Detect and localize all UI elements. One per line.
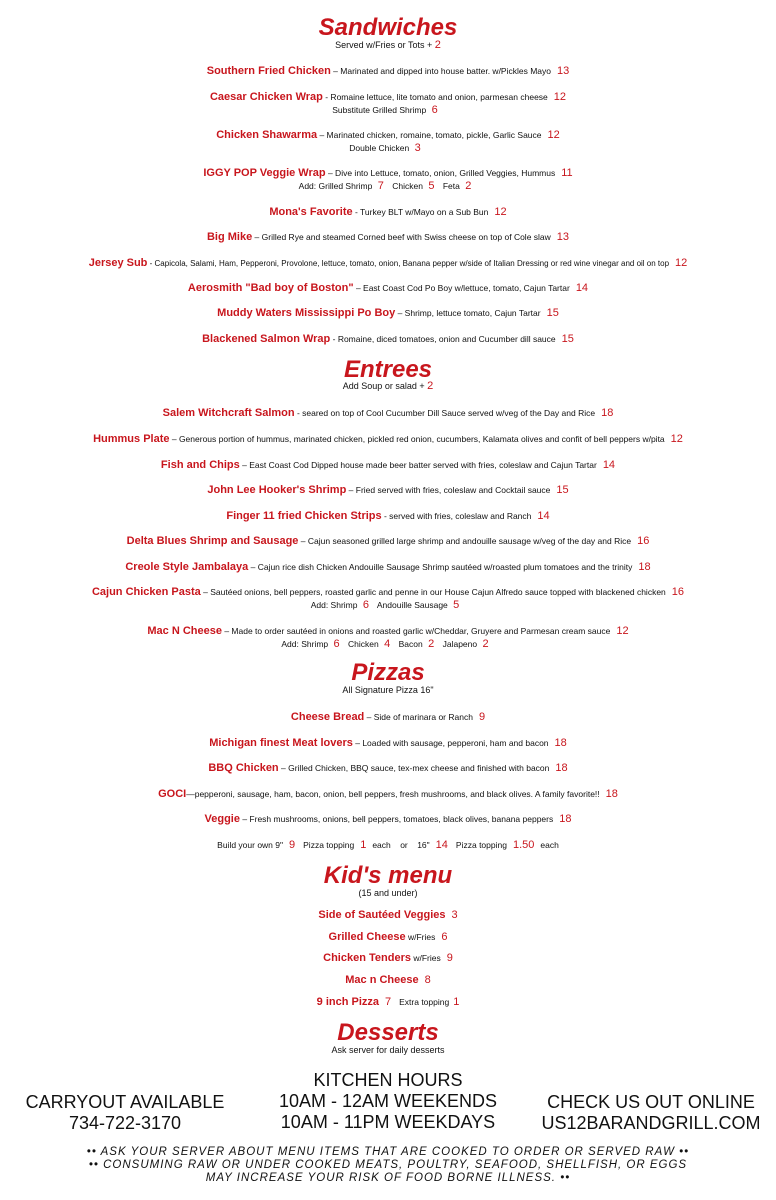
item-desc: w/Fries	[410, 953, 441, 963]
warning-line-2: •• CONSUMING RAW OR UNDER COOKED MEATS, POULTRY, SEAFOOD, SHELLFISH, OR EGGS	[88, 1159, 688, 1171]
extra-price: 2	[465, 180, 472, 192]
menu-item	[0, 760, 776, 775]
item-price: 9	[478, 711, 486, 723]
extra-price: 7	[377, 180, 384, 192]
item-price: 15	[546, 307, 559, 319]
item-desc: w/Fries	[405, 932, 436, 942]
extra-price: 5	[428, 180, 435, 192]
extra-price: 6	[362, 599, 369, 611]
item-desc: – East Coast Cod Dipped house made beer batter served with fries, coleslaw and Cajun Tartar	[239, 460, 597, 470]
warning-line-3: MAY INCREASE YOUR RISK OF FOOD BORNE ILLNESS. ••	[205, 1172, 571, 1184]
item-name: Muddy Waters Mississippi Po Boy	[217, 307, 396, 319]
item-price: 12	[616, 625, 629, 637]
item-name: Michigan finest Meat lovers	[209, 737, 353, 749]
menu-item	[0, 280, 776, 295]
item-desc: - Capicola, Salami, Ham, Pepperoni, Provolone, lettuce, tomato, onion, Banana pepper w/side of Italian Dressing or red wine vinegar and oil on top	[147, 259, 670, 268]
extra-label: Extra topping	[399, 997, 450, 1007]
item-price: 16	[671, 586, 685, 598]
item-price: 15	[561, 333, 574, 345]
item-price: 18	[601, 407, 614, 419]
item-price: 13	[557, 65, 570, 77]
item-desc: – Fried served with fries, coleslaw and Cocktail sauce	[346, 485, 551, 495]
item-name: Caesar Chicken Wrap	[209, 91, 323, 103]
item-name: BBQ Chicken	[208, 762, 279, 774]
item-extra	[0, 638, 776, 650]
build-price: 9	[289, 839, 296, 851]
menu-item	[0, 482, 776, 497]
menu-item	[0, 972, 776, 987]
item-name: Aerosmith "Bad boy of Boston"	[187, 282, 354, 294]
item-desc: – Side of marinara or Ranch	[364, 712, 473, 722]
item-price: 7	[385, 996, 392, 1008]
section-title-pizzas: Pizzas	[351, 659, 425, 686]
item-price: 14	[537, 510, 550, 522]
website-link[interactable]: US12BARANDGRILL.COM	[541, 1113, 761, 1133]
extra-price: 1	[453, 996, 460, 1008]
item-name: Cajun Chicken Pasta	[91, 586, 201, 598]
menu-item	[0, 559, 776, 574]
subtitle-price: 2	[427, 380, 434, 392]
item-name: Cheese Bread	[290, 711, 365, 723]
item-price: 18	[605, 788, 618, 800]
item-desc: – Cajun rice dish Chicken Andouille Sausage Shrimp sautéed w/roasted plum tomatoes and the trinity	[248, 562, 633, 572]
item-extra	[0, 599, 776, 611]
item-price: 13	[556, 231, 570, 243]
item-name: Mona's Favorite	[269, 206, 353, 218]
item-price: 11	[561, 167, 573, 179]
item-name: Hummus Plate	[93, 433, 170, 445]
extra-label: Chicken	[392, 181, 423, 191]
item-price: 14	[602, 459, 616, 471]
item-name: Fish and Chips	[160, 459, 240, 471]
item-desc: – Dive into Lettuce, tomato, onion, Grilled Veggies, Hummus	[325, 168, 556, 178]
item-name: Salem Witchcraft Salmon	[162, 407, 295, 419]
item-price: 9	[446, 952, 453, 964]
item-price: 18	[554, 737, 567, 749]
footer-hours	[250, 1070, 526, 1133]
hours-weekdays: 10AM - 11PM WEEKDAYS	[280, 1112, 496, 1132]
item-desc: - Turkey BLT w/Mayo on a Sub Bun	[352, 207, 489, 217]
menu-item	[0, 89, 776, 116]
build-text: Pizza topping	[455, 840, 507, 850]
item-name: Veggie	[204, 813, 240, 825]
item-price: 12	[670, 433, 683, 445]
item-price: 6	[441, 931, 448, 943]
build-price: 14	[435, 839, 448, 851]
menu-item	[0, 508, 776, 523]
item-desc: – Cajun seasoned grilled large shrimp and andouille sausage w/veg of the day and Rice	[298, 536, 632, 546]
extra-label: Substitute Grilled Shrimp	[332, 105, 427, 115]
item-price: 3	[451, 909, 458, 921]
item-price: 12	[547, 129, 560, 141]
menu-item	[0, 623, 776, 650]
menu-item	[0, 584, 776, 611]
item-price: 16	[637, 535, 650, 547]
item-name: GOCI	[158, 788, 187, 800]
item-desc: – Grilled Chicken, BBQ sauce, tex-mex cheese and finished with bacon	[278, 763, 550, 773]
hours-title: KITCHEN HOURS	[313, 1070, 463, 1090]
menu-item	[0, 994, 776, 1009]
item-desc: – Marinated and dipped into house batter. w/Pickles Mayo	[330, 66, 551, 76]
menu-item	[0, 229, 776, 244]
item-name: Side of Sautéed Veggies	[318, 909, 446, 921]
menu-item	[0, 786, 776, 801]
section-subtitle-entrees	[0, 381, 776, 392]
section-subtitle-sandwiches	[0, 40, 776, 51]
item-desc: – Generous portion of hummus, marinated chicken, pickled red onion, cucumbers, Kalamata olives and confit of bell peppers w/pita	[169, 434, 665, 444]
build-text: Pizza topping	[303, 840, 355, 850]
item-desc: – East Coast Cod Po Boy w/lettuce, tomato, Cajun Tartar	[353, 283, 570, 293]
item-price: 12	[553, 91, 567, 103]
extra-label: Add: Shrimp	[310, 600, 358, 610]
menu-item	[0, 305, 776, 320]
online-label: CHECK US OUT ONLINE	[547, 1092, 755, 1112]
warning-line-1: •• ASK YOUR SERVER ABOUT MENU ITEMS THAT ARE COOKED TO ORDER OR SERVED RAW ••	[86, 1146, 690, 1158]
item-name: John Lee Hooker's Shrimp	[207, 484, 347, 496]
item-name: Finger 11 fried Chicken Strips	[226, 510, 382, 522]
item-name: Delta Blues Shrimp and Sausage	[126, 535, 299, 547]
item-name: Creole Style Jambalaya	[125, 561, 249, 573]
item-name: IGGY POP Veggie Wrap	[203, 167, 326, 179]
item-price: 8	[424, 974, 431, 986]
menu-item	[0, 533, 776, 548]
extra-price: 5	[453, 599, 460, 611]
menu-item	[0, 907, 776, 922]
menu-item	[0, 204, 776, 219]
item-name: Blackened Salmon Wrap	[202, 333, 331, 345]
item-price: 15	[556, 484, 569, 496]
extra-label: Jalapeno	[442, 639, 478, 649]
item-desc: – Sautéed onions, bell peppers, roasted garlic and penne in our House Cajun Alfredo sauce topped with blackened chicken	[200, 587, 666, 597]
item-name: 9 inch Pizza	[316, 996, 379, 1008]
item-extra	[0, 104, 776, 116]
menu-item	[0, 431, 776, 446]
extra-price: 4	[384, 638, 391, 650]
extra-label: Bacon	[398, 639, 423, 649]
extra-label: Double Chicken	[349, 143, 410, 153]
extra-price: 2	[482, 638, 489, 650]
item-price: 12	[494, 206, 507, 218]
item-desc: – Fresh mushrooms, onions, bell peppers, tomatoes, black olives, banana peppers	[239, 814, 554, 824]
build-your-own-pizza	[0, 837, 776, 852]
build-text: Build your own 9"	[217, 840, 284, 850]
section-subtitle-pizzas: All Signature Pizza 16"	[342, 685, 434, 695]
extra-label: Feta	[442, 181, 460, 191]
item-price: 18	[559, 813, 572, 825]
section-title-entrees: Entrees	[343, 356, 433, 383]
extra-label: Add: Shrimp	[281, 639, 329, 649]
item-extra	[0, 142, 776, 154]
item-name: Grilled Cheese	[328, 931, 406, 943]
menu-item	[0, 255, 776, 271]
menu-item	[0, 709, 776, 724]
extra-label: Chicken	[348, 639, 379, 649]
menu-item	[0, 127, 776, 154]
build-text: each	[540, 840, 559, 850]
menu-item	[0, 165, 776, 192]
carryout-label: CARRYOUT AVAILABLE	[25, 1092, 225, 1112]
extra-price: 3	[414, 142, 421, 154]
menu-item	[0, 929, 776, 944]
item-desc: - served with fries, coleslaw and Ranch	[381, 511, 532, 521]
item-name: Jersey Sub	[88, 257, 148, 269]
extra-label: Andouille Sausage	[376, 600, 448, 610]
build-price: 1.50	[512, 839, 535, 851]
item-price: 12	[675, 257, 688, 269]
menu-item	[0, 735, 776, 750]
build-price: 1	[360, 839, 367, 851]
menu-item	[0, 950, 776, 965]
item-desc: —pepperoni, sausage, ham, bacon, onion, bell peppers, fresh mushrooms, and black olives. A family favorite!!	[186, 789, 600, 799]
item-name: Chicken Tenders	[323, 952, 411, 964]
build-text: each or 16"	[372, 840, 430, 850]
item-price: 18	[555, 762, 568, 774]
section-title-kids: Kid's menu	[323, 862, 453, 889]
subtitle-price: 2	[434, 39, 441, 51]
item-desc: – Marinated chicken, romaine, tomato, pickle, Garlic Sauce	[317, 130, 542, 140]
extra-price: 6	[431, 104, 438, 116]
section-subtitle-desserts: Ask server for daily desserts	[331, 1045, 445, 1055]
item-price: 14	[575, 282, 589, 294]
menu-item	[0, 811, 776, 826]
item-desc: – Shrimp, lettuce tomato, Cajun Tartar	[395, 308, 541, 318]
extra-label: Add: Grilled Shrimp	[298, 181, 373, 191]
item-name: Big Mike	[206, 231, 253, 243]
item-price: 18	[638, 561, 651, 573]
section-subtitle-kids: (15 and under)	[358, 888, 418, 898]
subtitle-text: Served w/Fries or Tots +	[335, 40, 435, 50]
item-desc: - Romaine lettuce, lite tomato and onion, parmesan cheese	[322, 92, 548, 102]
item-extra	[0, 180, 776, 192]
item-name: Mac N Cheese	[147, 625, 222, 637]
item-desc: - Romaine, diced tomatoes, onion and Cucumber dill sauce	[330, 334, 556, 344]
extra-price: 2	[428, 638, 435, 650]
menu-item	[0, 457, 776, 472]
item-name: Mac n Cheese	[345, 974, 419, 986]
extra-price: 6	[333, 638, 340, 650]
phone-number: 734-722-3170	[68, 1113, 182, 1133]
subtitle-text: Add Soup or salad +	[342, 381, 428, 391]
item-name: Southern Fried Chicken	[206, 65, 331, 77]
item-desc: - seared on top of Cool Cucumber Dill Sauce served w/veg of the Day and Rice	[294, 408, 596, 418]
hours-weekends: 10AM - 12AM WEEKENDS	[278, 1091, 498, 1111]
item-desc: – Grilled Rye and steamed Corned beef with Swiss cheese on top of Cole slaw	[252, 232, 551, 242]
footer-online	[526, 1092, 776, 1134]
menu-item	[0, 405, 776, 420]
item-desc: – Loaded with sausage, pepperoni, ham and bacon	[352, 738, 549, 748]
footer-carryout	[0, 1092, 250, 1134]
section-title-desserts: Desserts	[337, 1019, 439, 1046]
item-name: Chicken Shawarma	[216, 129, 318, 141]
menu-item	[0, 63, 776, 78]
menu-item	[0, 331, 776, 346]
item-desc: – Made to order sautéed in onions and roasted garlic w/Cheddar, Gruyere and Parmesan cream sauce	[221, 626, 611, 636]
section-title-sandwiches: Sandwiches	[318, 14, 458, 41]
